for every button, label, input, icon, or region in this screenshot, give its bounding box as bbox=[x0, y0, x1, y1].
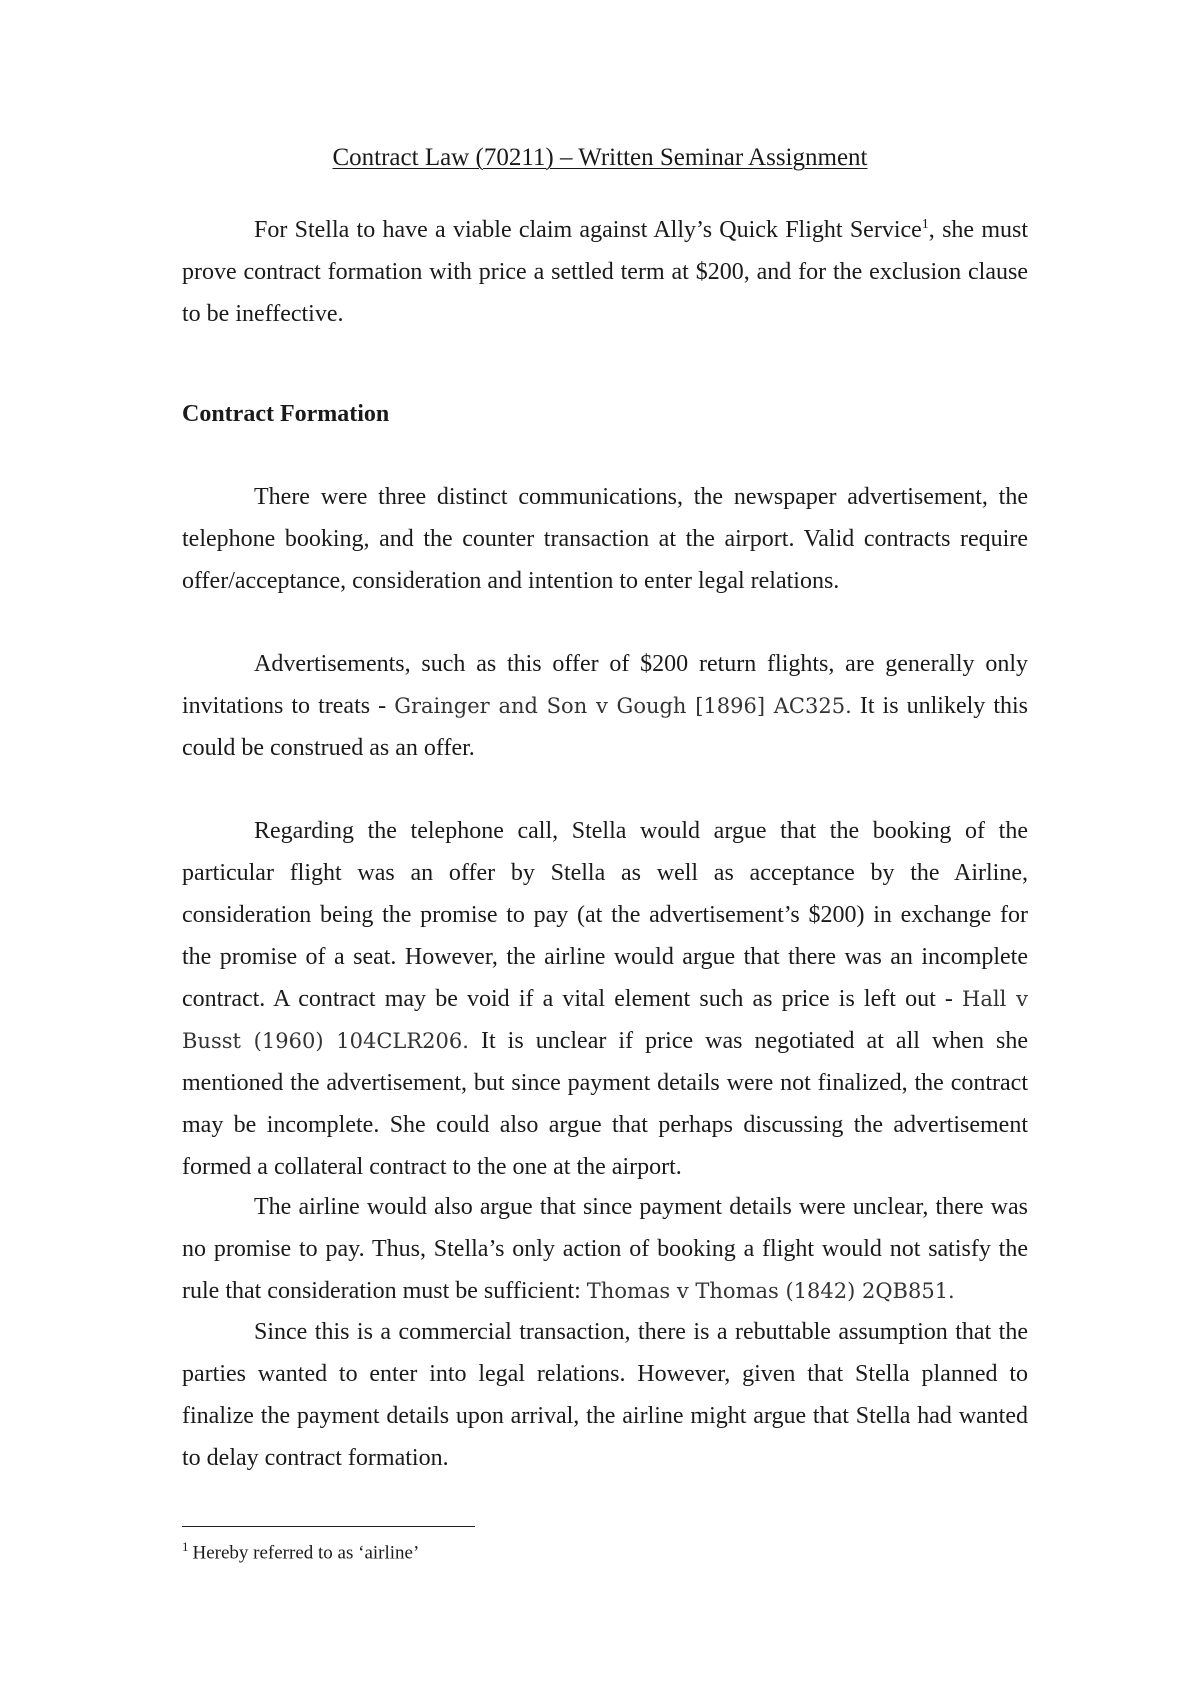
intro-text-after: , she must prove contract formation with price a settled term at $200, and for the exclusion clause to be ineffective. bbox=[182, 217, 1028, 327]
paragraph-payment bbox=[182, 1186, 1028, 1312]
advertisements-text-after: It is unlikely this could be construed as an offer. bbox=[182, 693, 1029, 761]
intro-text-before: For Stella to have a viable claim against Ally’s Quick Flight Service bbox=[254, 217, 922, 243]
paragraph-telephone bbox=[182, 810, 1028, 1188]
case-citation: Thomas v Thomas (1842) 2QB851. bbox=[586, 1279, 955, 1303]
document-title-text: Contract Law (70211) – Written Seminar Assignment bbox=[332, 144, 868, 171]
footnote-reference[interactable]: 1 bbox=[921, 217, 929, 232]
advertisements-text-before: Advertisements, such as this offer of $200 return flights, are generally only invitations to treats - bbox=[182, 651, 1028, 719]
intro-paragraph bbox=[182, 209, 1028, 335]
paragraph-advertisements bbox=[182, 643, 1028, 769]
paragraph-commercial: Since this is a commercial transaction, there is a rebuttable assumption that the parties wanted to enter into legal relations. However, given that Stella planned to finalize the payment details upon arrival, the airline might argue that Stella had wanted to delay contract formation. bbox=[182, 1319, 1028, 1471]
footnote bbox=[182, 1535, 419, 1565]
payment-text: The airline would also argue that since payment details were unclear, there was no promise to pay. Thus, Stella’s only action of booking a flight would not satisfy the rule that consideration must be sufficient: bbox=[182, 1194, 1028, 1304]
document-title bbox=[0, 143, 1200, 173]
section-heading: Contract Formation bbox=[182, 401, 390, 427]
footnote-divider bbox=[182, 1526, 475, 1527]
footnote-number: 1 bbox=[182, 1539, 189, 1554]
telephone-text-after: It is unclear if price was negotiated at all when she mentioned the advertisement, but since payment details were not finalized, the contract may be incomplete. She could also argue that perhaps discussing the advertisement formed a collateral contract to the one at the airport. bbox=[182, 1028, 1028, 1180]
case-citation: Hall v Busst (1960) 104CLR206. bbox=[182, 987, 1029, 1053]
footnote-text: Hereby referred to as ‘airline’ bbox=[192, 1542, 420, 1564]
paragraph-communications: There were three distinct communications, the newspaper advertisement, the telephone booking, and the counter transaction at the airport. Valid contracts require offer/acceptance, consideration and intention to enter legal relations. bbox=[182, 484, 1028, 594]
telephone-text-before: Regarding the telephone call, Stella would argue that the booking of the particular flight was an offer by Stella as well as acceptance by the Airline, consideration being the promise to pay (at the advertisement’s $200) in exchange for the promise of a seat. However, the airline would argue that there was an incomplete contract. A contract may be void if a vital element such as price is left out - bbox=[182, 818, 1028, 1012]
case-citation: Grainger and Son v Gough [1896] AC325. bbox=[394, 694, 852, 718]
